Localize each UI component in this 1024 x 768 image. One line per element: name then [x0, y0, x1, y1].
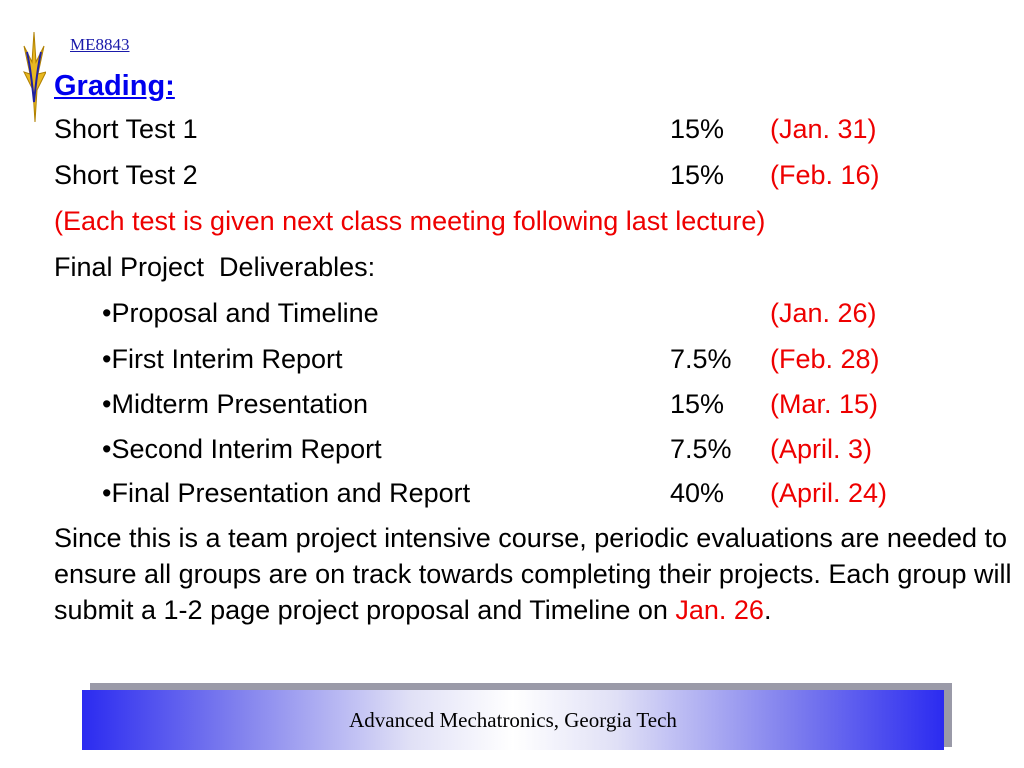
deliverable-name: •Final Presentation and Report: [102, 478, 471, 508]
page-title: Grading:: [54, 70, 175, 102]
deliverable-percent: 7.5%: [670, 344, 732, 374]
deliverable-date: (April. 24): [770, 478, 888, 508]
deliverable-percent: 15%: [670, 389, 725, 419]
deliverable-name: •Proposal and Timeline: [102, 298, 379, 328]
paragraph-text: Since this is a team project intensive course, periodic evaluations are needed to ensure all groups are on track towards completing their projects. Each group will submit a 1-2 page project proposal and Timeline on: [54, 523, 1012, 625]
paragraph-end: .: [763, 595, 772, 625]
footer-text: Advanced Mechatronics, Georgia Tech: [349, 707, 677, 732]
deliverable-date: (Mar. 15): [770, 389, 879, 419]
deliverable-name: •Second Interim Report: [102, 434, 382, 464]
test-date: (Jan. 31): [770, 114, 877, 144]
footer-banner: [82, 690, 944, 750]
test-date: (Feb. 16): [770, 160, 880, 190]
test-name: Short Test 2: [54, 160, 198, 190]
test-name: Short Test 1: [54, 114, 198, 144]
gt-buzz-logo-icon: [22, 32, 46, 122]
paragraph-highlight-date: Jan. 26: [675, 595, 764, 625]
deliverable-date: (April. 3): [770, 434, 873, 464]
deliverable-percent: 7.5%: [670, 434, 732, 464]
deliverable-percent: 40%: [670, 478, 725, 508]
test-percent: 15%: [670, 114, 725, 144]
deliverable-name: •First Interim Report: [102, 344, 343, 374]
course-code: ME8843: [70, 35, 130, 54]
deliverable-date: (Feb. 28): [770, 344, 880, 374]
deliverable-date: (Jan. 26): [770, 298, 877, 328]
project-heading: Final Project Deliverables:: [54, 252, 376, 282]
deliverable-name: •Midterm Presentation: [102, 389, 369, 419]
test-note: (Each test is given next class meeting following last lecture): [54, 206, 766, 236]
project-paragraph: [54, 520, 1014, 628]
test-percent: 15%: [670, 160, 725, 190]
